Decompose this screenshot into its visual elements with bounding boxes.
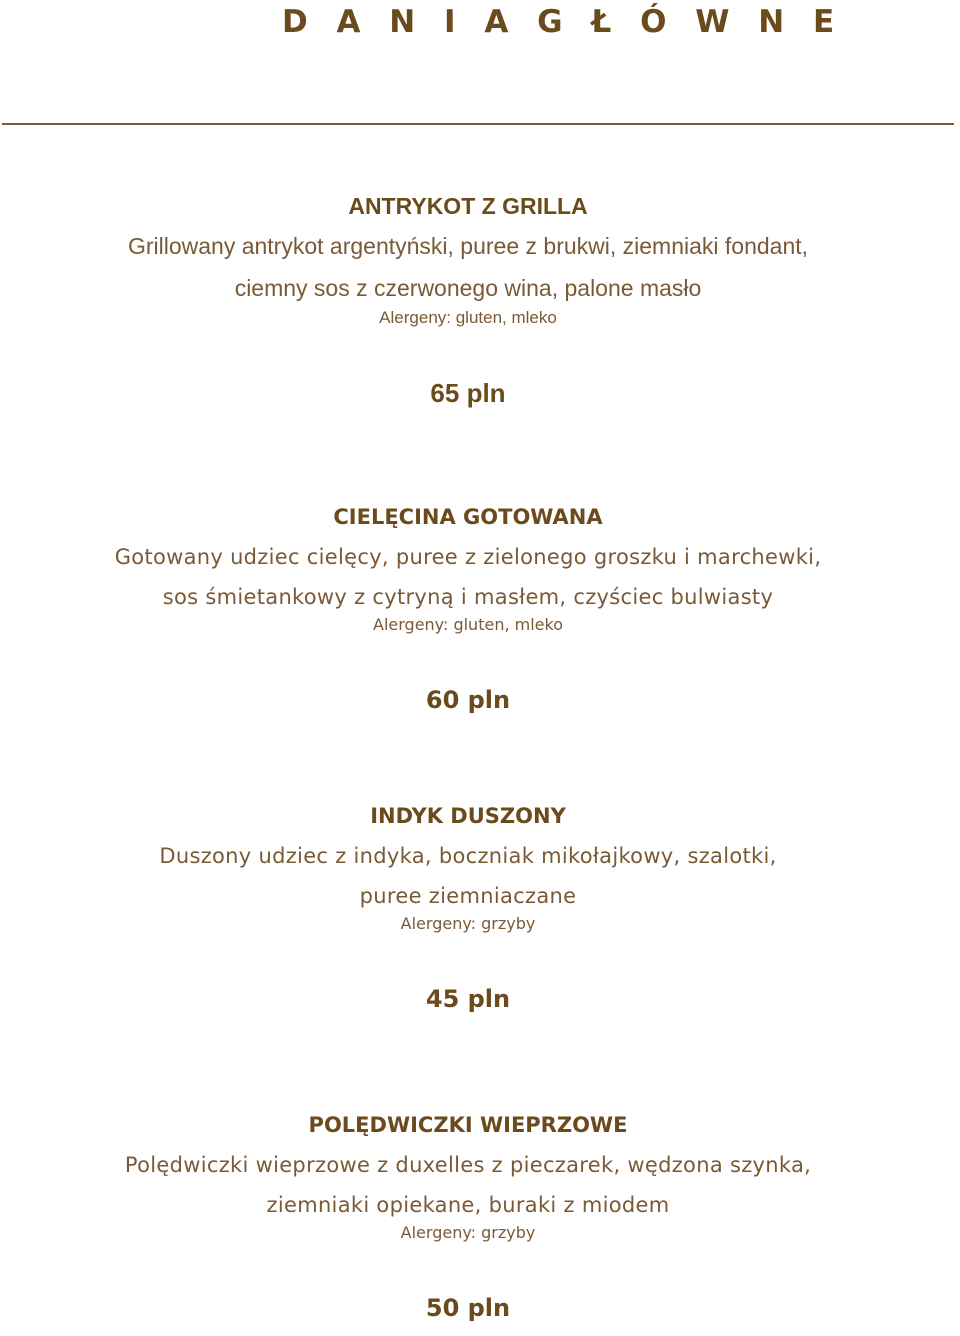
- dish-description-line: ziemniaki opiekane, buraki z miodem: [266, 1193, 670, 1217]
- menu-item-indyk: [0, 802, 936, 1015]
- header-divider: [2, 123, 954, 125]
- dish-price: 60 pln: [425, 686, 511, 714]
- page-title: D A N I A G Ł Ó W N E: [282, 4, 844, 40]
- dish-description-line: ciemny sos z czerwonego wina, palone masło: [234, 275, 702, 301]
- dish-description-line: Grillowany antrykot argentyński, puree z brukwi, ziemniaki fondant,: [127, 233, 809, 259]
- dish-allergens: Alergeny: gluten, mleko: [373, 615, 563, 634]
- dish-allergens: Alergeny: grzyby: [400, 914, 536, 933]
- menu-item-antrykot: [0, 192, 936, 409]
- menu-item-cielecina: [0, 503, 936, 716]
- dish-allergens: Alergeny: gluten, mleko: [379, 308, 557, 327]
- dish-name: INDYK DUSZONY: [370, 804, 566, 828]
- dish-name: CIELĘCINA GOTOWANA: [333, 505, 603, 529]
- dish-description-line: puree ziemniaczane: [359, 884, 577, 908]
- menu-item-poledwiczki: [0, 1111, 936, 1324]
- dish-description-line: Polędwiczki wieprzowe z duxelles z pieczarek, wędzona szynka,: [124, 1153, 812, 1177]
- dish-name: ANTRYKOT Z GRILLA: [348, 193, 588, 219]
- dish-price: 65 pln: [430, 378, 506, 408]
- dish-allergens: Alergeny: grzyby: [400, 1223, 536, 1242]
- dish-price: 45 pln: [425, 985, 511, 1013]
- dish-description-line: sos śmietankowy z cytryną i masłem, czyściec bulwiasty: [162, 585, 774, 609]
- dish-name: POLĘDWICZKI WIEPRZOWE: [308, 1113, 628, 1137]
- dish-price: 50 pln: [425, 1294, 511, 1322]
- dish-description-line: Duszony udziec z indyka, boczniak mikołajkowy, szalotki,: [159, 844, 777, 868]
- dish-description-line: Gotowany udziec cielęcy, puree z zielonego groszku i marchewki,: [114, 545, 822, 569]
